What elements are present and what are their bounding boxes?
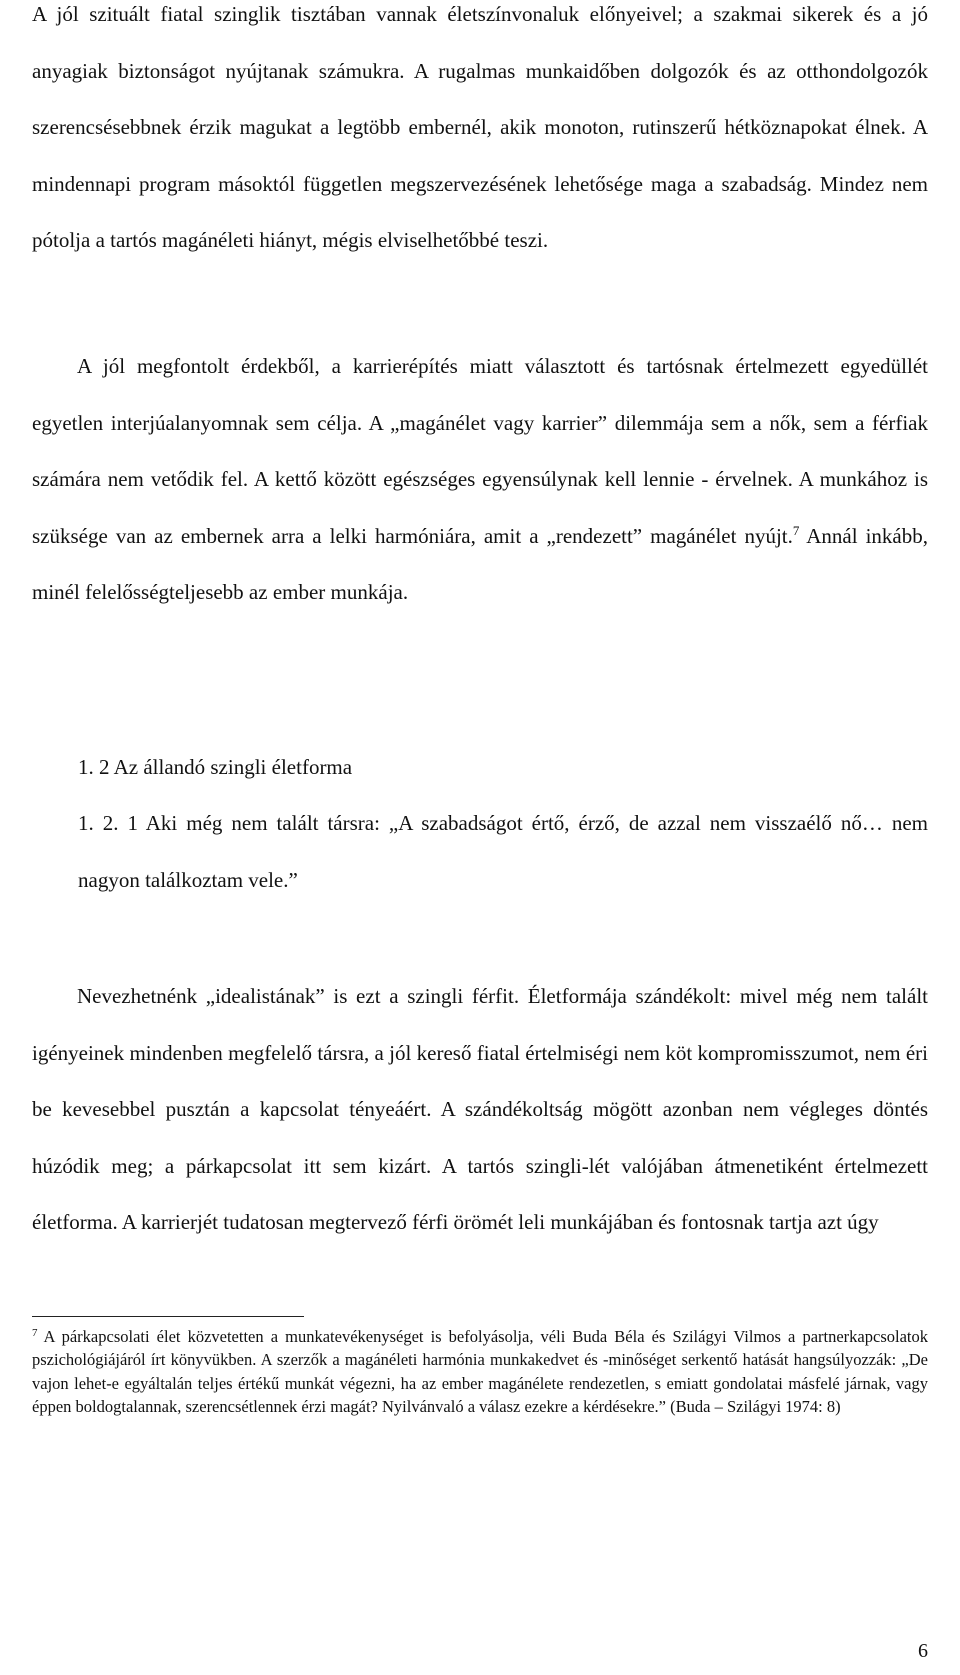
- footnote-text: A párkapcsolati élet közvetetten a munkatevékenységet is befolyásolja, véli Buda Béla és Szilágyi Vilmos a partnerkapcsolatok pszichológiájáról írt könyvükben. A szerzők a magánéleti harmónia munkakedvet és -minőséget serkentő hatását hangsúlyozzák: „De vajon lehet-e egyáltalán teljes értékű munkát végezni, ha az ember magánélete rendezetlen, s emiatt gondolatai másfelé járnak, vagy éppen boldogtalannak, szerencsétlennek érzi magát? Nyilvánvaló a válasz ezekre a kérdésekre.” (Buda – Szilágyi 1974: 8): [32, 1327, 928, 1416]
- paragraph-2-text: A jól megfontolt érdekből, a karrierépítés miatt választott és tartósnak értelmezett egyedüllét egyetlen interjúalanyomnak sem célja. A „magánélet vagy karrier” dilemmája sem a nők, sem a férfiak számára nem vetődik fel. A kettő között egészséges egyensúlynak kell lennie - érvelnek. A munkához is szüksége van az embernek arra a lelki harmóniára, amit a „rendezett” magánélet nyújt.: [32, 354, 928, 548]
- body-paragraph-3: Nevezhetnénk „idealistának” is ezt a szingli férfit. Életformája szándékolt: mivel még nem talált igényeinek mindenben megfelelő társra, a jól kereső fiatal értelmiségi nem köt kompromisszumot, nem éri be kevesebbel pusztán a kapcsolat tényeáért. A szándékoltság mögött azonban nem végleges döntés húzódik meg; a párkapcsolat itt sem kizárt. A tartós szingli-lét valójában átmenetiként értelmezett életforma. A karrierjét tudatosan megtervező férfi örömét leli munkájában és fontosnak tartja azt úgy: [32, 984, 928, 1235]
- subsection-heading: 1. 2. 1 Aki még nem talált társra: „A szabadságot értő, érző, de azzal nem visszaélő nő… nem nagyon találkoztam vele.”: [78, 811, 928, 892]
- section-heading: 1. 2 Az állandó szingli életforma: [78, 755, 353, 779]
- footnote: [32, 1325, 928, 1418]
- paragraph-2-tail: Annál inkább, minél felelősségteljesebb az ember munkája.: [32, 523, 928, 605]
- body-paragraph-1: A jól szituált fiatal szinglik tisztában vannak életszínvonaluk előnyeivel; a szakmai sikerek és a jó anyagiak biztonságot nyújtanak számukra. A rugalmas munkaidőben dolgozók és az otthondolgozók szerencsésebbnek érzik magukat a legtöbb embernél, akik monoton, rutinszerű hétköznapokat élnek. A mindennapi program másoktól független megszervezésének lehetősége maga a szabadság. Mindez nem pótolja a tartós magánéleti hiányt, mégis elviselhetőbbé teszi.: [32, 2, 928, 253]
- footnote-number: 7: [32, 1326, 38, 1339]
- page-number: 6: [918, 1640, 928, 1662]
- footnote-reference[interactable]: 7: [792, 522, 800, 538]
- body-paragraph-2: [32, 338, 928, 621]
- footnote-separator: [32, 1316, 304, 1317]
